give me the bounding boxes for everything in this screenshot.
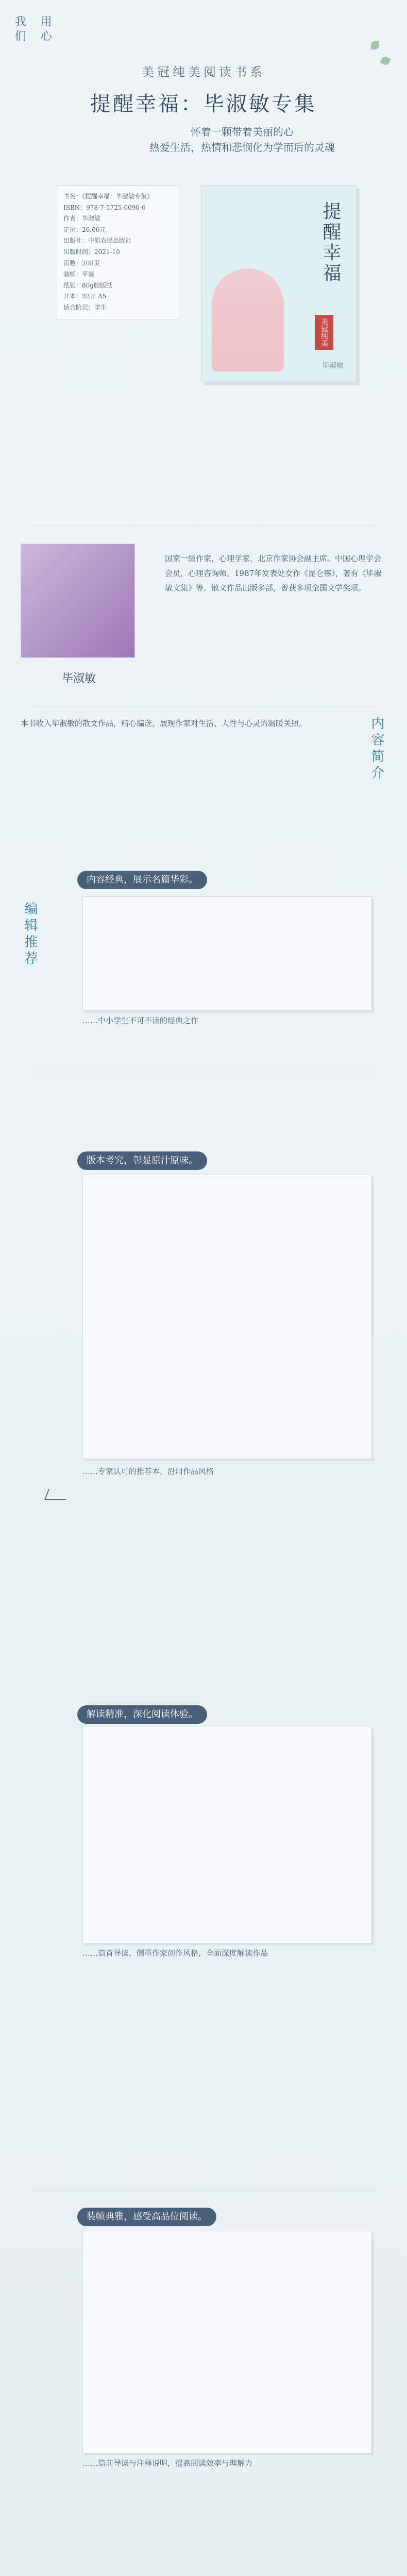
book-info-6: 页数：208页 bbox=[63, 259, 100, 267]
book-info-box bbox=[57, 185, 178, 319]
book-info-1: ISBN：978-7-5725-0090-6 bbox=[63, 204, 146, 211]
cover-art bbox=[212, 268, 284, 371]
book-info-7: 装帧：平装 bbox=[63, 270, 95, 278]
paper-plane-icon bbox=[44, 1489, 70, 1500]
feature-board-3 bbox=[82, 1726, 372, 1943]
feature-caption-3: ……篇首导读，侧重作家创作风格，全面深度解读作品 bbox=[82, 1948, 268, 1958]
book-info-2: 作者：毕淑敏 bbox=[63, 215, 101, 223]
cover-tag: 美冠纯美 bbox=[315, 315, 333, 350]
feature-board-2 bbox=[82, 1175, 372, 1459]
left-vertical-text-2: 用心 bbox=[39, 15, 52, 44]
book-info-8: 纸张：80g胶版纸 bbox=[63, 281, 112, 289]
author-name: 毕淑敏 bbox=[62, 672, 96, 685]
left-vertical-text-1: 我们 bbox=[13, 15, 26, 44]
cover-author: 毕淑敏 bbox=[322, 362, 344, 370]
header-section bbox=[0, 0, 407, 370]
subtitle-line-2: 热爱生活，热情和悲悯化为学而后的灵魂 bbox=[149, 141, 335, 154]
feature-pill-2: 版本考究，彰显原汁原味。 bbox=[77, 1151, 207, 1170]
feature-pill-3: 解读精准，深化阅读体验。 bbox=[77, 1705, 207, 1724]
book-cover bbox=[201, 185, 357, 382]
feature-caption-1: ……中小学生不可不读的经典之作 bbox=[82, 1016, 199, 1025]
decor-leaf-icon bbox=[371, 41, 379, 49]
book-info-4: 出版社：中原农民出版社 bbox=[63, 237, 132, 245]
intro-text: 本书收入毕淑敏的散文作品，精心编选，展现作家对生活、人性与心灵的温暖关照。 bbox=[21, 719, 307, 728]
book-title: 提醒幸福：毕淑敏专集 bbox=[90, 92, 317, 116]
book-info-5: 出版时间：2021-10 bbox=[63, 248, 120, 256]
series-title: 美冠纯美阅读书系 bbox=[142, 65, 265, 79]
feature-board-4 bbox=[82, 2231, 372, 2453]
feature-board-1 bbox=[82, 896, 372, 1011]
cover-title: 提醒幸福 bbox=[320, 201, 341, 284]
edit-side-title: 编辑推荐 bbox=[22, 902, 38, 968]
book-info-3: 定价：26.00元 bbox=[63, 226, 106, 233]
feature-caption-2: ……专家认可的推荐本，沿用作品风格 bbox=[82, 1467, 214, 1476]
feature-pill-1: 内容经典，展示名篇华彩。 bbox=[77, 871, 207, 889]
book-info-10: 适合阶层：学生 bbox=[63, 303, 107, 311]
subtitle-line-1: 怀着一颗带着美丽的心 bbox=[191, 126, 294, 138]
author-photo bbox=[21, 544, 135, 658]
book-info-9: 开本：32开 A5 bbox=[63, 293, 107, 300]
book-info-0: 书名：《提醒幸福：毕淑敏专集》 bbox=[63, 193, 154, 200]
feature-caption-4: ……篇前导读与注释说明，提高阅读效率与理解力 bbox=[82, 2459, 253, 2468]
intro-side-title: 内容简介 bbox=[369, 716, 384, 782]
feature-pill-4: 装帧典雅，感受高品位阅读。 bbox=[77, 2208, 216, 2226]
author-bio: 国家一级作家，心理学家，北京作家协会副主席。中国心理学会会员，心理咨询师。1987年发表处女作《昆仑殇》，著有《毕淑敏文集》等。散文作品出版多部，曾获多项全国文学奖项。 bbox=[165, 554, 382, 592]
